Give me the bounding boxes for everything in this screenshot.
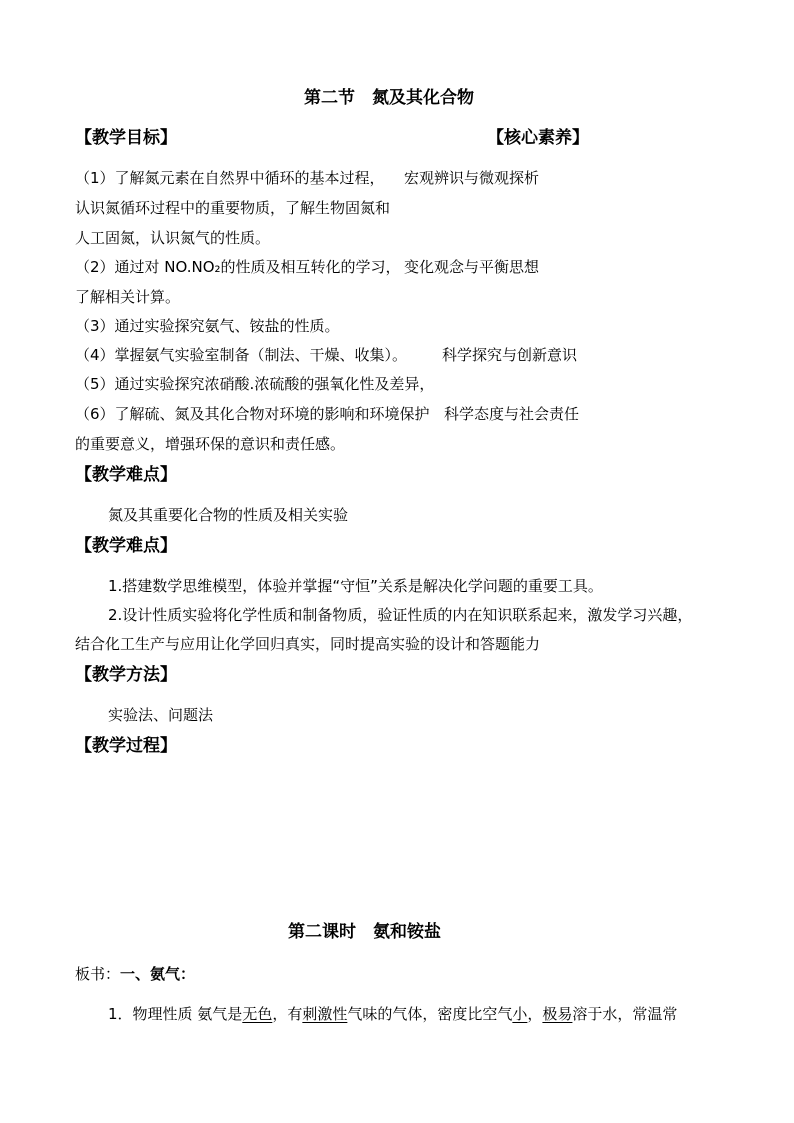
goal-line: 的重要意义，增强环保的意识和责任感。 xyxy=(75,435,346,453)
method-text: 实验法、问题法 xyxy=(108,706,214,724)
board-item: 一、氨气： xyxy=(120,965,196,983)
literacy-item: 科学探究与创新意识 xyxy=(442,346,578,364)
heading-difficulty: 【教学难点】 xyxy=(75,465,177,485)
heading-difficulty-2: 【教学难点】 xyxy=(75,536,177,556)
goal-line: （4）掌握氨气实验室制备（制法、干燥、收集）。 xyxy=(75,346,408,364)
literacy-item: 宏观辨识与微观探析 xyxy=(404,169,540,187)
underlined-term: 小 xyxy=(512,1005,528,1023)
goal-line: 认识氮循环过程中的重要物质，了解生物固氮和 xyxy=(75,199,391,217)
goal-line: 了解相关计算。 xyxy=(75,288,181,306)
physical-property-line xyxy=(108,1004,677,1024)
literacy-item: 科学态度与社会责任 xyxy=(444,405,580,423)
literacy-item: 变化观念与平衡思想 xyxy=(404,258,540,276)
underlined-term: 无色 xyxy=(242,1005,273,1023)
underlined-term: 刺激性 xyxy=(302,1005,348,1023)
text-run: ，有 xyxy=(272,1005,303,1023)
section-title: 第二节 氮及其化合物 xyxy=(304,88,474,108)
goal-line: 人工固氮，认识氮气的性质。 xyxy=(75,229,271,247)
text-run: ， xyxy=(527,1005,543,1023)
underlined-term: 极易 xyxy=(542,1005,573,1023)
goal-line: （6）了解硫、氮及其化合物对环境的影响和环境保护 xyxy=(75,405,430,423)
difficulty-line: 1.搭建数学思维模型，体验并掌握“守恒”关系是解决化学问题的重要工具。 xyxy=(108,577,603,595)
difficulty-text: 氮及其重要化合物的性质及相关实验 xyxy=(108,506,349,524)
goal-line: （5）通过实验探究浓硝酸.浓硫酸的强氧化性及差异， xyxy=(75,375,435,393)
heading-method: 【教学方法】 xyxy=(75,665,177,685)
text-run: 溶于水，常温常 xyxy=(572,1005,678,1023)
goal-line: （1）了解氮元素在自然界中循环的基本过程， xyxy=(75,169,385,187)
text-run: 气味的气体，密度比空气 xyxy=(347,1005,513,1023)
lesson-title: 第二课时 氨和铵盐 xyxy=(288,922,441,942)
heading-process: 【教学过程】 xyxy=(75,736,177,756)
board-line xyxy=(75,964,195,984)
difficulty-line: 结合化工生产与应用让化学回归真实，同时提高实验的设计和答题能力 xyxy=(75,635,541,653)
difficulty-line: 2.设计性质实验将化学性质和制备物质，验证性质的内在知识联系起来，激发学习兴趣， xyxy=(108,606,693,624)
heading-teaching-goals: 【教学目标】 xyxy=(75,128,177,148)
board-prefix: 板书： xyxy=(75,965,121,983)
goal-line: （2）通过对 NO.NO₂的性质及相互转化的学习， xyxy=(75,258,401,276)
text-run: 1．物理性质 氨气是 xyxy=(108,1005,243,1023)
heading-core-literacy: 【核心素养】 xyxy=(487,128,589,148)
goal-line: （3）通过实验探究氨气、铵盐的性质。 xyxy=(75,317,340,335)
